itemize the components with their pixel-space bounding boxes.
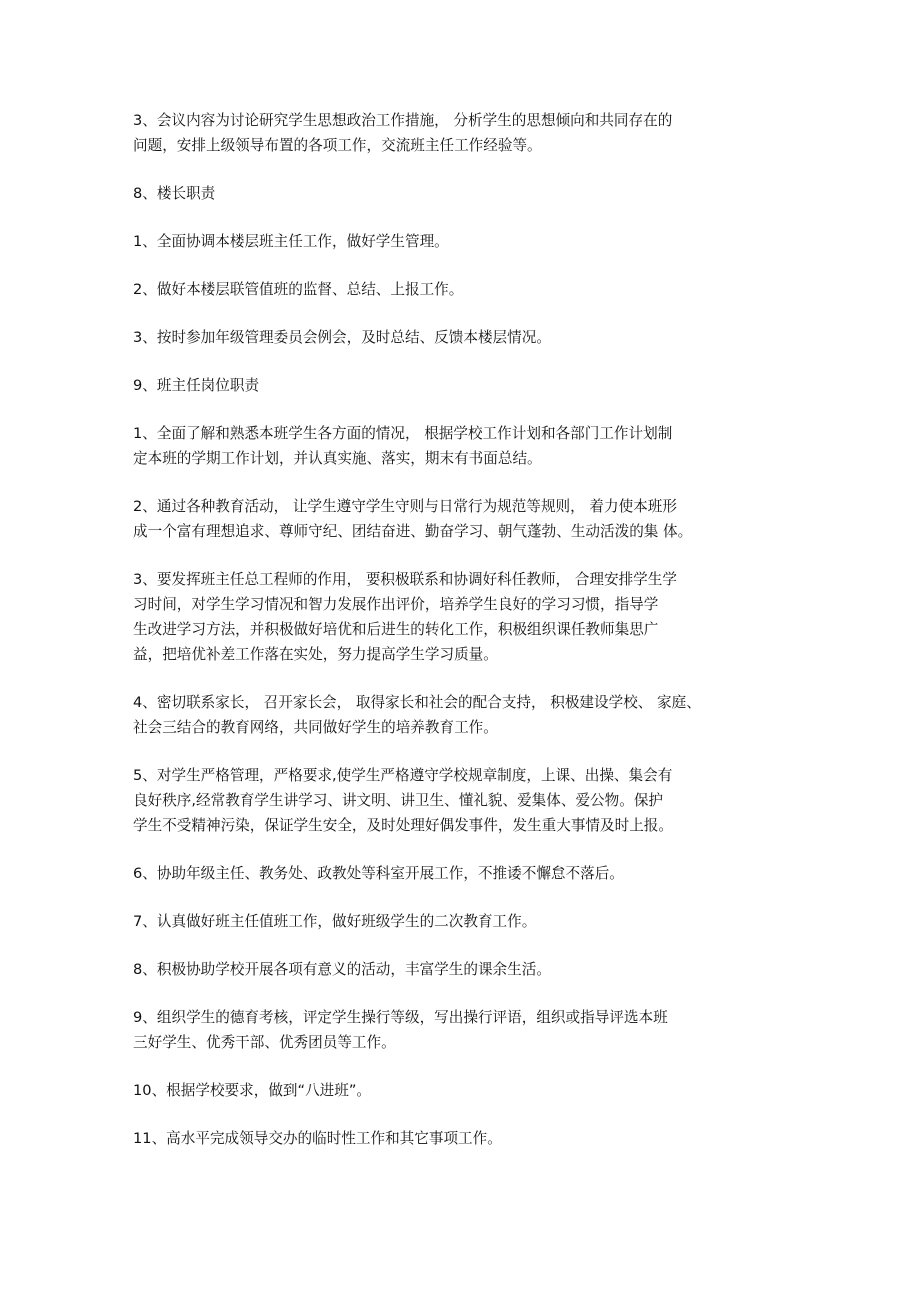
paragraph-teacher-duty-4 <box>133 690 793 740</box>
text-line: 8、积极协助学校开展各项有意义的活动，丰富学生的课余生活。 <box>133 961 551 978</box>
text-line: 定本班的学期工作计划，并认真实施、落实，期末有书面总结。 <box>133 450 542 467</box>
text-line: 5、对学生严格管理，严格要求,使学生严格遵守学校规章制度，上课、出操、集会有 <box>133 767 673 784</box>
paragraph-floor-duty-1 <box>133 229 793 254</box>
paragraph-floor-duty-3 <box>133 325 793 350</box>
text-line: 生改进学习方法，并积极做好培优和后进生的转化工作，积极组织课任教师集思广 <box>133 621 659 638</box>
paragraph-meeting-content <box>133 108 793 158</box>
text-line: 4、密切联系家长， 召开家长会， 取得家长和社会的配合支持， 积极建设学校、 家庭、 <box>133 694 701 711</box>
text-line: 9、班主任岗位职责 <box>133 377 260 394</box>
paragraph-teacher-duty-8 <box>133 957 793 982</box>
document-body <box>133 108 793 1151</box>
paragraph-teacher-duty-9 <box>133 1005 793 1055</box>
paragraph-teacher-duty-1 <box>133 421 793 471</box>
paragraph-teacher-duty-5 <box>133 763 793 838</box>
section-heading-floor-leader <box>133 181 793 206</box>
text-line: 1、全面协调本楼层班主任工作，做好学生管理。 <box>133 233 449 250</box>
text-line: 社会三结合的教育网络，共同做好学生的培养教育工作。 <box>133 719 498 736</box>
paragraph-teacher-duty-2 <box>133 494 793 544</box>
paragraph-teacher-duty-6 <box>133 861 793 886</box>
text-line: 8、楼长职责 <box>133 185 216 202</box>
paragraph-floor-duty-2 <box>133 277 793 302</box>
text-line: 成一个富有理想追求、尊师守纪、团结奋进、勤奋学习、朝气蓬勃、生动活泼的集 体。 <box>133 523 693 540</box>
text-line: 6、协助年级主任、教务处、政教处等科室开展工作，不推诿不懈怠不落后。 <box>133 865 624 882</box>
text-line: 2、做好本楼层联管值班的监督、总结、上报工作。 <box>133 281 464 298</box>
text-line: 学生不受精神污染，保证学生安全，及时处理好偶发事件，发生重大事情及时上报。 <box>133 817 673 834</box>
text-line: 1、全面了解和熟悉本班学生各方面的情况， 根据学校工作计划和各部门工作计划制 <box>133 425 673 442</box>
paragraph-teacher-duty-11 <box>133 1126 793 1151</box>
text-line: 10、根据学校要求，做到“八进班”。 <box>133 1082 372 1099</box>
paragraph-teacher-duty-3 <box>133 567 793 667</box>
text-line: 良好秩序,经常教育学生讲学习、讲文明、讲卫生、懂礼貌、爱集体、爱公物。保护 <box>133 792 664 809</box>
paragraph-teacher-duty-10 <box>133 1078 793 1103</box>
text-line: 习时间，对学生学习情况和智力发展作出评价，培养学生良好的学习习惯，指导学 <box>133 596 659 613</box>
text-line: 3、会议内容为讨论研究学生思想政治工作措施， 分析学生的思想倾向和共同存在的 <box>133 112 673 129</box>
text-line: 三好学生、优秀干部、优秀团员等工作。 <box>133 1034 396 1051</box>
section-heading-head-teacher <box>133 373 793 398</box>
text-line: 9、组织学生的德育考核，评定学生操行等级，写出操行评语，组织或指导评选本班 <box>133 1009 668 1026</box>
paragraph-teacher-duty-7 <box>133 909 793 934</box>
text-line: 问题，安排上级领导布置的各项工作，交流班主任工作经验等。 <box>133 137 542 154</box>
text-line: 11、高水平完成领导交办的临时性工作和其它事项工作。 <box>133 1130 502 1147</box>
text-line: 3、按时参加年级管理委员会例会，及时总结、反馈本楼层情况。 <box>133 329 551 346</box>
text-line: 7、认真做好班主任值班工作，做好班级学生的二次教育工作。 <box>133 913 537 930</box>
text-line: 2、通过各种教育活动， 让学生遵守学生守则与日常行为规范等规则， 着力使本班形 <box>133 498 677 515</box>
text-line: 益，把培优补差工作落在实处，努力提高学生学习质量。 <box>133 646 498 663</box>
text-line: 3、要发挥班主任总工程师的作用， 要积极联系和协调好科任教师， 合理安排学生学 <box>133 571 677 588</box>
